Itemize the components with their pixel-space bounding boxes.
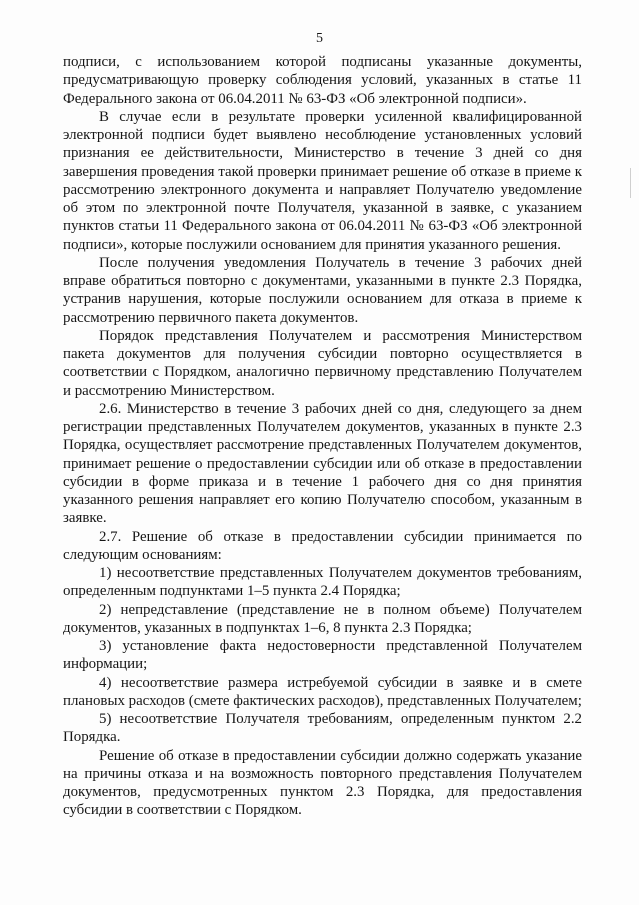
list-item-ground-5: 5) несоответствие Получателя требованиям, определенным пунктом 2.2 Порядка. (63, 711, 582, 746)
list-item-ground-3: 3) установление факта недостоверности представленной Получателем информации; (63, 638, 582, 673)
paragraph-resubmission: После получения уведомления Получатель в течение 3 рабочих дней вправе обратиться повторно с документами, указанными в пункте 2.3 Порядка, устранив нарушения, которые послужили основанием для отказа в приеме к рассмотрению первичного пакета документов. (63, 254, 582, 326)
scan-edge-mark (630, 168, 631, 198)
paragraph-clause-2-7: 2.7. Решение об отказе в предоставлении субсидии принимается по следующим основаниям: (63, 528, 582, 563)
paragraph-refusal-content: Решение об отказе в предоставлении субсидии должно содержать указание на причины отказа и на возможность повторного представления Получателем документов, предусмотренных пунктом 2.3 Порядка, для предоставления субсидии в соответствии с Порядком. (63, 747, 582, 819)
list-item-ground-2: 2) непредставление (представление не в полном объеме) Получателем документов, указанных в подпунктах 1–6, 8 пункта 2.3 Порядка; (63, 601, 582, 636)
paragraph-repeat-procedure: Порядок представления Получателем и рассмотрения Министерством пакета документов для получения субсидии повторно осуществляется в соответствии с Порядком, аналогично первичному представлению Получателем и рассмотрению Министерством. (63, 327, 582, 399)
list-item-ground-1: 1) несоответствие представленных Получателем документов требованиям, определенным подпунктами 1–5 пункта 2.4 Порядка; (63, 565, 582, 600)
list-item-ground-4: 4) несоответствие размера истребуемой субсидии в заявке и в смете плановых расходов (смете фактических расходов), представленных Получателем; (63, 674, 582, 709)
paragraph-signature-invalid: В случае если в результате проверки усиленной квалифицированной электронной подписи будет выявлено несоблюдение установленных условий признания ее действительности, Министерство в течение 3 дней со дня завершения проведения такой проверки принимает решение об отказе в приеме к рассмотрению электронного документа и направляет Получателю уведомление об этом по электронной почте Получателя, указанной в заявке, с указанием пунктов статьи 11 Федерального закона от 06.04.2011 № 63-ФЗ «Об электронной подписи», которые послужили основанием для принятия указанного решения. (63, 108, 582, 253)
document-body (63, 53, 582, 820)
page-number: 5 (316, 31, 323, 46)
paragraph-clause-2-6: 2.6. Министерство в течение 3 рабочих дней со дня, следующего за днем регистрации представленных Получателем документов, указанных в пункте 2.3 Порядка, осуществляет рассмотрение представленных Получателем документов, принимает решение о предоставлении субсидии или об отказе в предоставлении субсидии в форме приказа и в течение 1 рабочего дня со дня принятия указанного решения направляет его копию Получателю способом, указанным в заявке. (63, 400, 582, 527)
paragraph-signature-check-end: подписи, с использованием которой подписаны указанные документы, предусматривающую проверку соблюдения условий, указанных в статье 11 Федерального закона от 06.04.2011 № 63-ФЗ «Об электронной подписи». (63, 54, 582, 107)
